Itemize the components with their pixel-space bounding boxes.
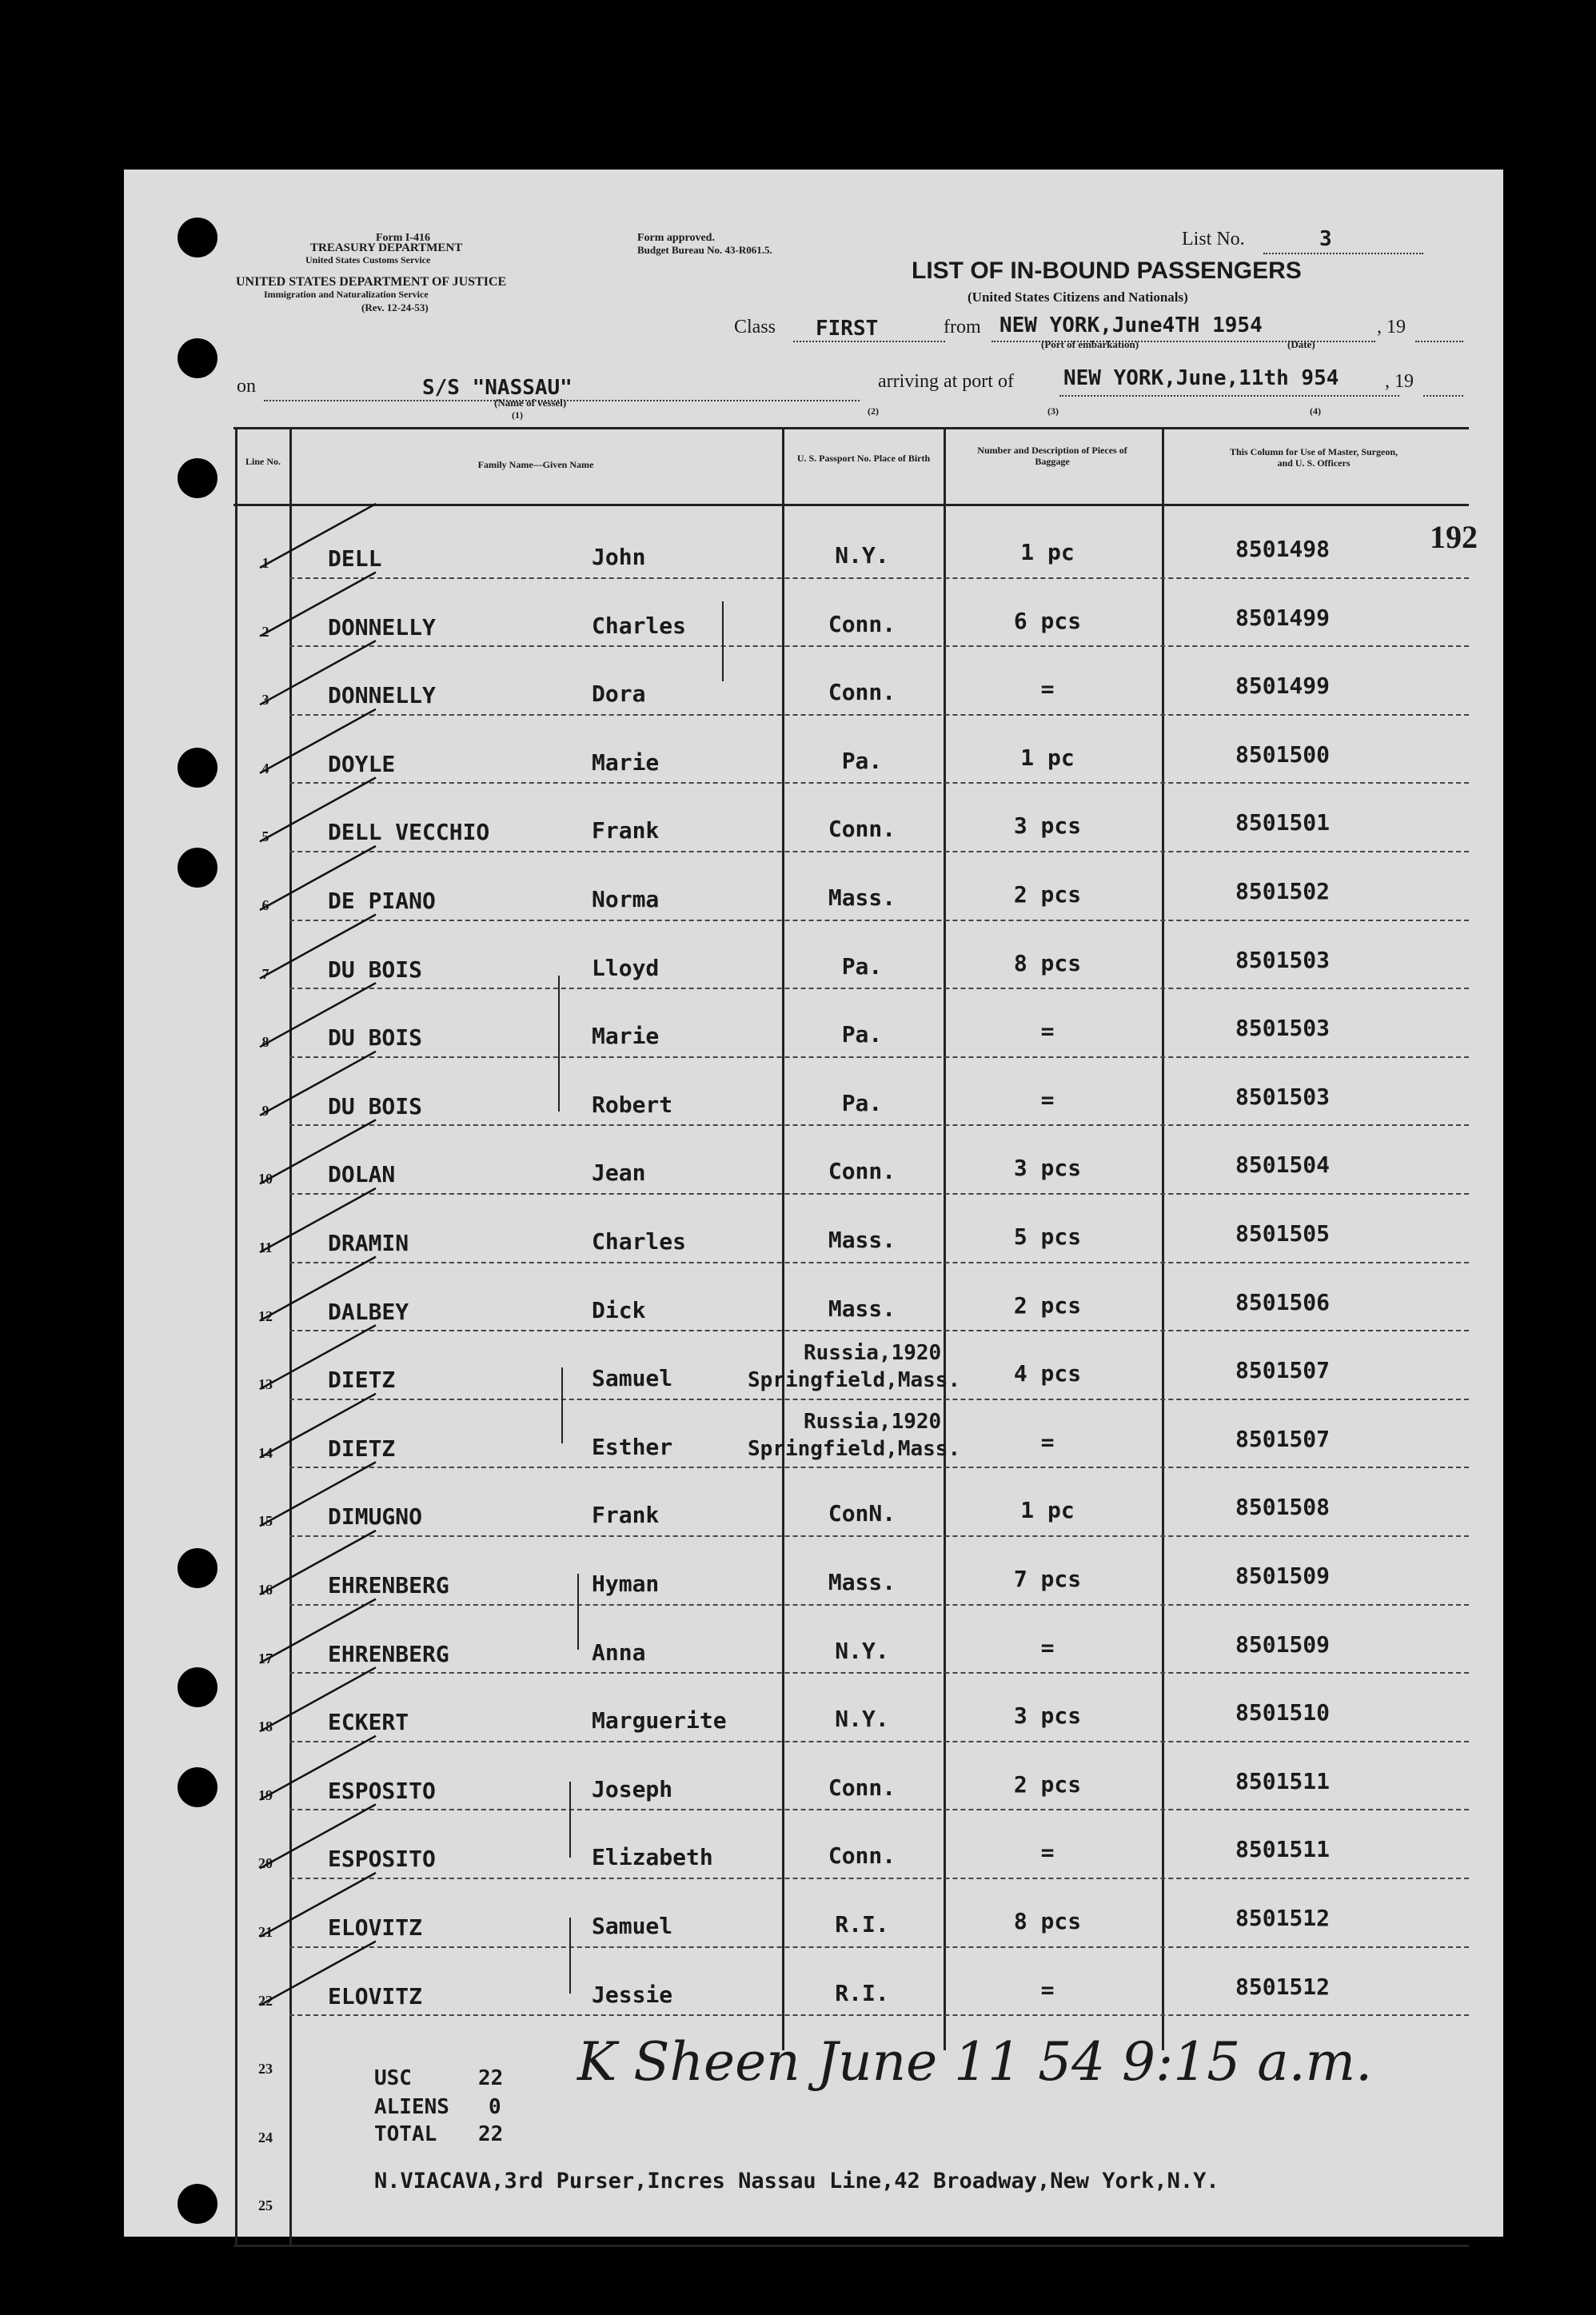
check-mark [260, 777, 376, 841]
family-name: ELOVITZ [328, 1982, 423, 2010]
class-value: FIRST [816, 317, 879, 341]
place-of-birth: R.I. [835, 1911, 889, 1938]
baggage: 3 pcs [1013, 812, 1082, 840]
given-name: Samuel [592, 1913, 673, 1939]
year-suffix-1: , 19 [1377, 317, 1406, 337]
place-of-birth: Mass. [828, 1227, 896, 1253]
baggage: 1 pc [1020, 1497, 1075, 1524]
inspector-signature: K Sheen June 11 54 9:15 a.m. [577, 2031, 1373, 2093]
family-name: DU BOIS [328, 1024, 423, 1052]
officer-code: 8501498 [1235, 536, 1331, 562]
line-number: 7 [261, 965, 269, 982]
from-label: from [944, 317, 981, 337]
line-number: 19 [258, 1786, 273, 1803]
baggage: 2 pcs [1013, 1770, 1082, 1798]
col-header-line: Line No. [245, 456, 281, 467]
officer-code: 8501509 [1235, 1563, 1331, 1589]
place-of-birth: Conn. [828, 1774, 896, 1801]
vessel-name: S/S "NASSAU" [422, 376, 573, 400]
usc-label: USC [374, 2066, 412, 2090]
list-no-label: List No. [1182, 229, 1245, 249]
given-name: Jessie [592, 1981, 673, 2008]
family-name: DIETZ [328, 1367, 396, 1394]
date-caption: (Date) [1287, 338, 1315, 350]
line-number: 6 [261, 897, 269, 913]
check-mark [260, 846, 376, 910]
family-name: DELL VECCHIO [328, 819, 490, 846]
officer-code: 8501508 [1235, 1494, 1331, 1521]
given-name: Norma [592, 886, 660, 912]
check-mark [260, 1462, 376, 1526]
given-name: Joseph [592, 1775, 673, 1802]
place-of-birth: N.Y. [835, 1706, 889, 1733]
officer-code: 8501512 [1235, 1905, 1331, 1931]
place-of-birth-2: Springfield,Mass. [748, 1368, 961, 1393]
line-number: 22 [258, 1992, 273, 2009]
from-value: NEW YORK,June4TH 1954 [999, 313, 1263, 337]
family-name: DONNELLY [328, 613, 436, 641]
check-mark [260, 1188, 376, 1252]
check-mark [260, 709, 376, 773]
given-name: Esther [592, 1433, 673, 1460]
col-header-officers: This Column for Use of Master, Surgeon, and U. S. Officers [1229, 446, 1398, 469]
family-name: DELL [328, 545, 382, 572]
baggage: = [1040, 676, 1055, 703]
baggage: 5 pcs [1013, 1223, 1082, 1250]
total-value: 22 [478, 2122, 504, 2146]
officer-code: 8501510 [1235, 1699, 1331, 1726]
line-number: 16 [258, 1582, 273, 1598]
place-of-birth: Conn. [828, 816, 896, 843]
line-number: 20 [258, 1855, 273, 1872]
officer-code: 8501512 [1235, 1973, 1331, 2000]
baggage: 2 pcs [1013, 881, 1082, 908]
baggage: 3 pcs [1013, 1702, 1082, 1730]
place-of-birth: Pa. [841, 1089, 883, 1116]
officer-code: 8501501 [1235, 809, 1331, 836]
page-subtitle: (United States Citizens and Nationals) [968, 289, 1188, 305]
given-name: Lloyd [592, 954, 660, 981]
baggage: 3 pcs [1013, 1155, 1082, 1182]
given-name: Samuel [592, 1365, 673, 1392]
line-number: 18 [258, 1718, 273, 1735]
caption-2: (2) [868, 405, 879, 417]
purser-line: N.VIACAVA,3rd Purser,Incres Nassau Line,42 Broadway,New York,N.Y. [374, 2169, 1219, 2193]
given-name: Hyman [592, 1571, 660, 1597]
check-mark [260, 504, 376, 568]
place-of-birth: Pa. [841, 1021, 883, 1048]
family-name: EHRENBERG [328, 1640, 449, 1667]
line-number: 25 [258, 2197, 273, 2214]
given-name: Charles [592, 1228, 687, 1255]
baggage: 6 pcs [1013, 607, 1082, 634]
baggage: = [1040, 1634, 1055, 1661]
check-mark [260, 1052, 376, 1116]
family-name: ECKERT [328, 1709, 409, 1736]
given-name: Elizabeth [592, 1844, 713, 1871]
family-name: DIETZ [328, 1435, 396, 1462]
line-number: 9 [261, 1102, 269, 1119]
year-suffix-2: , 19 [1385, 371, 1414, 392]
caption-1: (1) [512, 409, 523, 421]
aliens-label: ALIENS [374, 2095, 449, 2119]
budget-bureau: Budget Bureau No. 43-R061.5. [637, 244, 772, 256]
class-label: Class [734, 317, 776, 337]
line-number: 17 [258, 1650, 273, 1666]
place-of-birth: R.I. [835, 1979, 889, 2006]
check-mark [260, 1257, 376, 1321]
line-number: 11 [258, 1239, 273, 1255]
form-number: Form I-416 [376, 232, 431, 244]
customs-service: United States Customs Service [305, 254, 431, 265]
place-of-birth: Conn. [828, 679, 896, 706]
officer-code: 8501503 [1235, 1015, 1331, 1042]
vessel-caption: (Name of vessel) [494, 397, 567, 409]
check-mark [260, 1736, 376, 1800]
family-name: DE PIANO [328, 888, 436, 914]
family-name: DIMUGNO [328, 1503, 423, 1531]
baggage: 7 pcs [1013, 1566, 1082, 1592]
ins-service: Immigration and Naturalization Service [264, 289, 429, 300]
place-of-birth: N.Y. [835, 1637, 889, 1664]
family-name: DU BOIS [328, 956, 423, 983]
baggage: = [1040, 1976, 1055, 2003]
treasury-department: TREASURY DEPARTMENT [310, 241, 463, 254]
line-number: 15 [258, 1513, 273, 1530]
line-number: 5 [261, 828, 269, 845]
line-number: 14 [258, 1444, 273, 1461]
given-name: Marguerite [592, 1707, 727, 1734]
check-mark [260, 983, 376, 1047]
officer-code: 8501507 [1235, 1357, 1331, 1384]
caption-4: (4) [1310, 405, 1321, 417]
place-of-birth-2: Springfield,Mass. [748, 1436, 961, 1461]
line-number: 1 [261, 555, 269, 571]
family-name: EHRENBERG [328, 1572, 449, 1599]
given-name: Frank [592, 817, 660, 844]
line-number: 3 [261, 692, 269, 708]
officer-code: 8501511 [1235, 1836, 1331, 1863]
family-name: DOLAN [328, 1161, 396, 1188]
baggage: 8 pcs [1013, 949, 1082, 976]
given-name: Dora [592, 681, 646, 708]
check-mark [260, 1394, 376, 1458]
check-mark [260, 1120, 376, 1183]
officer-code: 8501503 [1235, 1083, 1331, 1110]
place-of-birth: N.Y. [835, 542, 889, 569]
check-mark [260, 1599, 376, 1663]
check-mark [260, 641, 376, 704]
given-name: Charles [592, 612, 687, 639]
line-number: 13 [258, 1376, 273, 1393]
family-name: DONNELLY [328, 682, 436, 709]
line-number: 23 [258, 2061, 273, 2078]
page-number: 192 [1430, 519, 1478, 555]
department-of-justice: UNITED STATES DEPARTMENT OF JUSTICE [236, 275, 507, 289]
baggage: = [1040, 1018, 1055, 1045]
place-of-birth: ConN. [828, 1500, 896, 1527]
place-of-birth: Pa. [841, 952, 883, 980]
given-name: Marie [592, 748, 660, 776]
caption-3: (3) [1047, 405, 1059, 417]
on-label: on [237, 376, 256, 397]
officer-code: 8501506 [1235, 1288, 1331, 1315]
place-of-birth: Conn. [828, 1842, 896, 1870]
family-name: ELOVITZ [328, 1914, 423, 1941]
given-name: Dick [592, 1296, 646, 1323]
given-name: Frank [592, 1502, 660, 1529]
line-number: 12 [258, 1307, 273, 1324]
baggage: 1 pc [1020, 539, 1075, 565]
officer-code: 8501499 [1235, 673, 1331, 700]
officer-code: 8501499 [1235, 604, 1331, 631]
officer-code: 8501507 [1235, 1425, 1331, 1452]
line-number: 10 [258, 1171, 273, 1187]
officer-code: 8501500 [1235, 740, 1331, 768]
place-of-birth: Mass. [828, 1569, 896, 1595]
family-name: DRAMIN [328, 1230, 409, 1256]
given-name: John [592, 544, 646, 570]
place-of-birth: Conn. [828, 610, 896, 637]
list-no-value: 3 [1319, 227, 1332, 251]
arriving-label: arriving at port of [878, 371, 1014, 392]
family-name: DOYLE [328, 750, 396, 777]
port-embarkation-caption: (Port of embarkation) [1041, 338, 1139, 350]
total-label: TOTAL [374, 2122, 437, 2146]
officer-code: 8501509 [1235, 1630, 1331, 1658]
aliens-value: 0 [489, 2095, 501, 2119]
baggage: 2 pcs [1013, 1291, 1082, 1319]
usc-value: 22 [478, 2066, 504, 2090]
place-of-birth: Mass. [828, 884, 896, 911]
line-number: 8 [261, 1034, 269, 1051]
line-number: 4 [261, 760, 269, 776]
col-header-baggage: Number and Description of Pieces of Baggage [977, 445, 1127, 467]
check-mark [260, 915, 376, 979]
check-mark [260, 1804, 376, 1868]
officer-code: 8501504 [1235, 1152, 1331, 1179]
place-of-birth: Russia,1920 [804, 1409, 942, 1434]
check-mark [260, 1667, 376, 1731]
officer-code: 8501505 [1235, 1220, 1331, 1247]
family-name: ESPOSITO [328, 1777, 436, 1804]
baggage: 4 pcs [1013, 1360, 1082, 1387]
baggage: = [1040, 1428, 1055, 1455]
check-mark [260, 1942, 376, 2006]
baggage: 1 pc [1020, 744, 1075, 771]
place-of-birth: Russia,1920 [804, 1341, 942, 1366]
family-name: DU BOIS [328, 1092, 423, 1120]
form-approved: Form approved. [637, 232, 715, 244]
given-name: Robert [592, 1091, 673, 1118]
officer-code: 8501511 [1235, 1767, 1331, 1794]
officer-code: 8501502 [1235, 878, 1331, 904]
line-number: 21 [258, 1924, 273, 1940]
line-number: 24 [258, 2129, 273, 2145]
baggage: 8 pcs [1013, 1908, 1082, 1934]
place-of-birth: Conn. [828, 1158, 896, 1185]
baggage: = [1040, 1086, 1055, 1113]
check-mark [260, 1325, 376, 1389]
baggage: = [1040, 1839, 1055, 1866]
arriving-value: NEW YORK,June,11th 954 [1063, 366, 1339, 390]
place-of-birth: Pa. [841, 747, 883, 774]
given-name: Jean [592, 1159, 646, 1187]
revision-date: (Rev. 12-24-53) [361, 301, 429, 313]
family-name: DALBEY [328, 1298, 409, 1325]
line-number: 2 [261, 623, 269, 640]
check-mark [260, 573, 376, 637]
check-mark [260, 1873, 376, 1937]
page-title: LIST OF IN-BOUND PASSENGERS [912, 257, 1302, 284]
given-name: Marie [592, 1023, 660, 1050]
col-header-passport: U. S. Passport No. Place of Birth [796, 453, 931, 464]
place-of-birth: Mass. [828, 1295, 896, 1322]
family-name: ESPOSITO [328, 1846, 436, 1873]
check-mark [260, 1531, 376, 1595]
col-header-name: Family Name—Given Name [477, 459, 594, 470]
given-name: Anna [592, 1638, 646, 1666]
officer-code: 8501503 [1235, 946, 1331, 973]
